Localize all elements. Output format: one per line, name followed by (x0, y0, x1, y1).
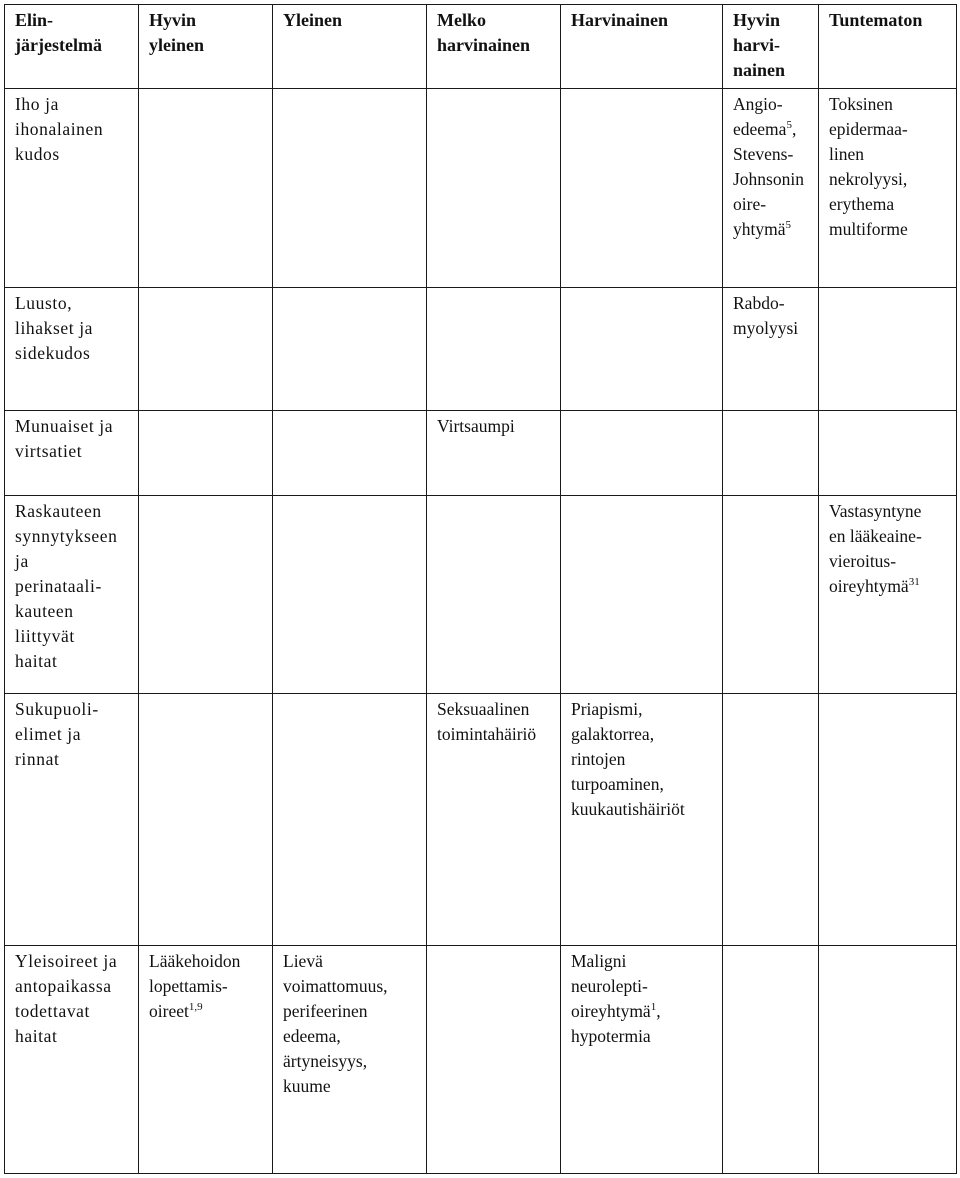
cell-empty (139, 411, 273, 496)
cell-general-very-common: Lääkehoidon lopettamis- oireet$^{1,9}$ (139, 946, 273, 1174)
row-skin (5, 89, 957, 288)
cell-empty (819, 288, 957, 411)
cell-empty (427, 288, 561, 411)
organ-label-reproductive: Sukupuoli- elimet ja rinnat (5, 694, 139, 946)
cell-general-rare: Maligni neurolepti- oireyhtymä$^1$, hypotermia (561, 946, 723, 1174)
cell-empty (273, 288, 427, 411)
row-musculoskeletal (5, 288, 957, 411)
cell-empty (139, 89, 273, 288)
cell-empty (561, 288, 723, 411)
cell-empty (723, 496, 819, 694)
cell-empty (819, 694, 957, 946)
header-unknown: Tuntematon (819, 5, 957, 89)
header-row (5, 5, 957, 89)
header-rare: Harvinainen (561, 5, 723, 89)
cell-musculoskeletal-very-rare: Rabdo- myolyysi (723, 288, 819, 411)
cell-empty (139, 288, 273, 411)
cell-reproductive-uncommon: Seksuaalinen toimintahäiriö (427, 694, 561, 946)
row-pregnancy (5, 496, 957, 694)
cell-empty (561, 89, 723, 288)
cell-reproductive-rare: Priapismi, galaktorrea, rintojen turpoaminen, kuukautishäiriöt (561, 694, 723, 946)
cell-empty (723, 411, 819, 496)
cell-empty (819, 946, 957, 1174)
cell-general-common: Lievä voimattomuus, perifeerinen edeema, ärtyneisyys, kuume (273, 946, 427, 1174)
organ-label-skin: Iho ja ihonalainen kudos (5, 89, 139, 288)
row-reproductive (5, 694, 957, 946)
cell-empty (139, 496, 273, 694)
header-organ-system: Elin- järjestelmä (5, 5, 139, 89)
organ-label-musculoskeletal: Luusto, lihakset ja sidekudos (5, 288, 139, 411)
cell-empty (561, 496, 723, 694)
cell-empty (427, 89, 561, 288)
cell-renal-uncommon: Virtsaumpi (427, 411, 561, 496)
organ-label-renal: Munuaiset ja virtsatiet (5, 411, 139, 496)
cell-skin-unknown: Toksinen epidermaa- linen nekrolyysi, erythema multiforme (819, 89, 957, 288)
cell-empty (273, 496, 427, 694)
row-general (5, 946, 957, 1174)
adverse-effects-table (4, 4, 957, 1174)
cell-empty (819, 411, 957, 496)
header-common: Yleinen (273, 5, 427, 89)
row-renal (5, 411, 957, 496)
header-uncommon: Melko harvinainen (427, 5, 561, 89)
organ-label-pregnancy: Raskauteen synnytykseen ja perinataali- kauteen liittyvät haitat (5, 496, 139, 694)
cell-empty (139, 694, 273, 946)
cell-empty (561, 411, 723, 496)
cell-pregnancy-unknown: Vastasyntyne en lääkeaine- vieroitus- oireyhtymä$^{31}$ (819, 496, 957, 694)
header-very-common: Hyvin yleinen (139, 5, 273, 89)
cell-empty (273, 694, 427, 946)
cell-empty (723, 946, 819, 1174)
cell-empty (427, 946, 561, 1174)
cell-empty (723, 694, 819, 946)
cell-empty (427, 496, 561, 694)
organ-label-general: Yleisoireet ja antopaikassa todettavat haitat (5, 946, 139, 1174)
cell-skin-very-rare: Angio- edeema$^5$, Stevens- Johnsonin oire- yhtymä$^5$ (723, 89, 819, 288)
cell-empty (273, 89, 427, 288)
cell-empty (273, 411, 427, 496)
header-very-rare: Hyvin harvi- nainen (723, 5, 819, 89)
